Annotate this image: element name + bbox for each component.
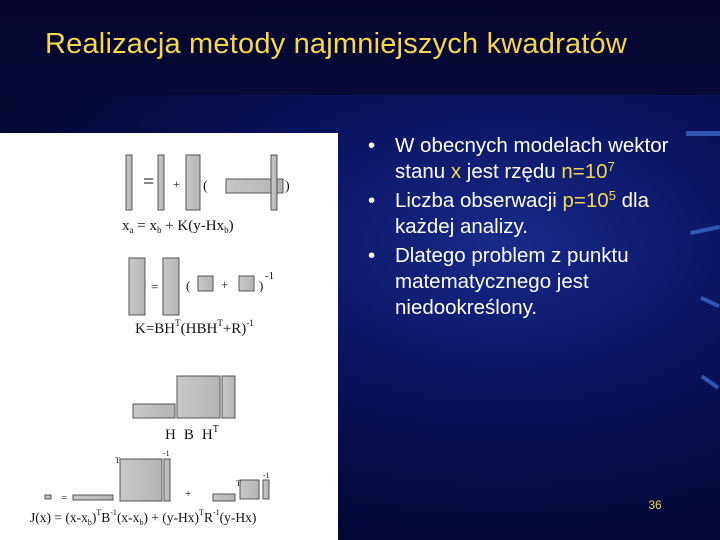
bullet-observations: • Liczba obserwacji $p=10^5$ dla każdej analizy. [368, 188, 698, 240]
eq2-open-paren: ( [186, 278, 191, 293]
eq4-transpose-1: T [115, 456, 120, 465]
equation-gain-blocks [129, 258, 254, 315]
bullet-underdetermined: • Dlatego problem z punktu matematycznego jest niedookreślony. [368, 243, 698, 321]
eq2-equals-symbol: = [151, 279, 159, 294]
eq1-label: $x_a = x_b + K(y-Hx_b)$ [122, 218, 234, 235]
eq3-label: H B $H^T$ [165, 424, 219, 443]
bullet-state-vector: • W obecnych modelach wektor stanu x jest rzędu $n=10^7$ [368, 133, 698, 185]
eq2-label: $K=BH^T(HBH^T+R)^{-1}$ [135, 318, 254, 337]
eq4-inverse-2: -1 [263, 471, 270, 480]
bullet-list [368, 133, 698, 324]
eq1-open-paren: ( [203, 179, 208, 194]
slide-title: Realizacja metody najmniejszych kwadratów [45, 28, 627, 60]
eq2-inverse-marker: -1 [265, 270, 275, 282]
matrix-figure [0, 133, 338, 540]
equation-hbht-blocks [133, 376, 235, 418]
page-number: 36 [648, 498, 662, 512]
eq1-equals-symbol: = [143, 171, 155, 193]
eq4-equals-symbol: = [61, 492, 68, 504]
eq4-transpose-2: T [236, 479, 241, 488]
eq4-inverse-1: -1 [163, 449, 170, 458]
eq4-label: $J(x) = (x-x_b)^TB^{-1}(x-x_b) + (y-Hx)^TR^{-1}(y-Hx)$ [30, 508, 257, 527]
eq2-plus-symbol: + [221, 277, 229, 292]
eq2-close-paren: ) [259, 278, 264, 293]
eq1-close-paren: ) [285, 179, 290, 194]
eq1-plus-symbol: + [173, 177, 180, 191]
eq4-plus-symbol: + [185, 488, 192, 500]
